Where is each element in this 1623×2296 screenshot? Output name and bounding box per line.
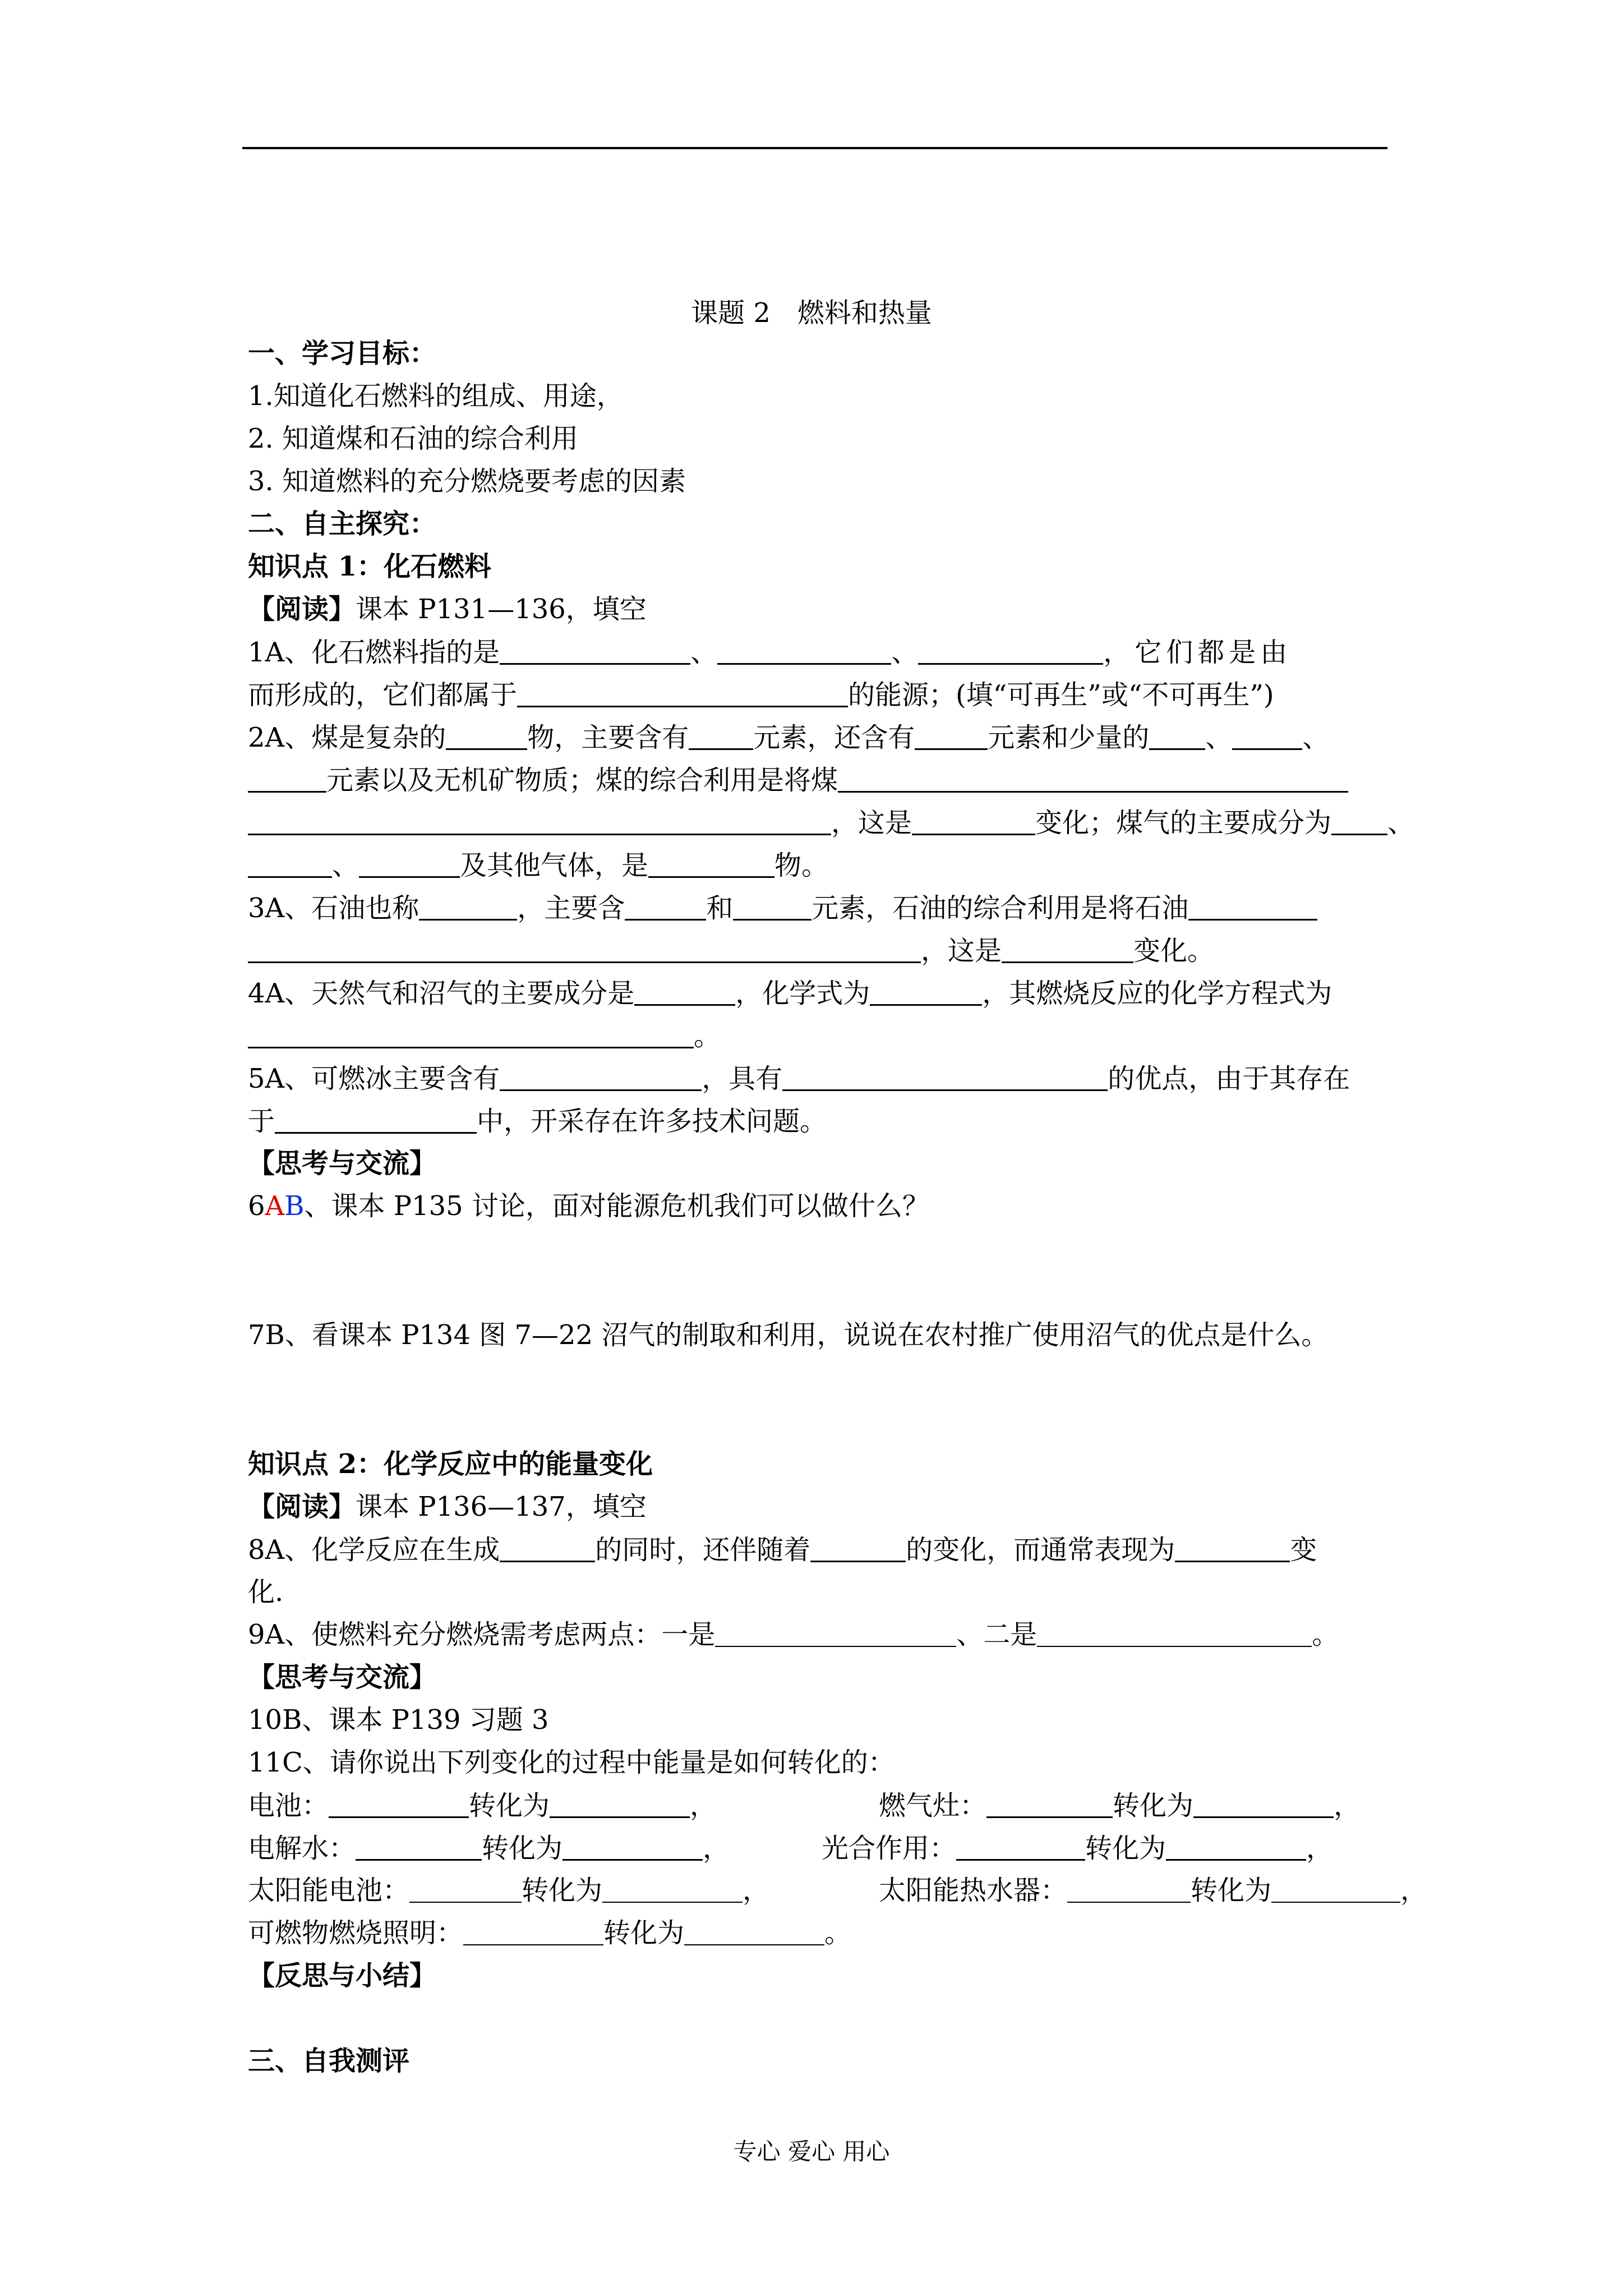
question-2-cont: ，这是 变化；煤气的主要成分为 、: [248, 806, 1414, 840]
answer-blank[interactable]: [275, 1104, 477, 1134]
conversion-row: 电池： 转化为 ，: [248, 1788, 809, 1823]
answer-blank[interactable]: [1188, 891, 1317, 921]
answer-blank[interactable]: [986, 1788, 1113, 1818]
answer-blank[interactable]: [715, 1618, 956, 1647]
answer-blank[interactable]: [689, 720, 753, 750]
question-2: 2A、煤是复杂的 物，主要含有 元素，还含有 元素和少量的 、 、: [248, 720, 1329, 754]
answer-blank[interactable]: [500, 1533, 595, 1562]
answer-blank[interactable]: [1271, 1874, 1400, 1903]
think-heading: 【思考与交流】: [248, 1148, 437, 1179]
answer-blank[interactable]: [1166, 1831, 1306, 1861]
goal-item: 2. 知道煤和石油的综合利用: [248, 423, 579, 454]
read-text: 课本 P136—137，填空: [356, 1491, 647, 1522]
answer-blank[interactable]: [550, 1788, 690, 1818]
conversion-row: 燃气灶： 转化为 ，: [879, 1788, 1361, 1823]
conversion-row: 可燃物燃烧照明： 转化为 。: [248, 1917, 852, 1949]
section-heading: 二、自主探究：: [248, 508, 437, 540]
read-tag: 【阅读】: [248, 593, 356, 625]
question-3-cont: ，这是 变化。: [248, 933, 1214, 968]
answer-blank[interactable]: [1067, 1874, 1191, 1903]
answer-blank[interactable]: [838, 763, 1348, 793]
answer-blank[interactable]: [1331, 806, 1387, 835]
answer-blank[interactable]: [684, 1916, 824, 1945]
answer-blank[interactable]: [329, 1788, 469, 1818]
read-instruction: [248, 592, 647, 626]
answer-blank[interactable]: [1149, 720, 1205, 750]
answer-blank[interactable]: [500, 635, 690, 665]
read-tag: 【阅读】: [248, 1491, 356, 1522]
answer-blank[interactable]: [602, 1874, 743, 1903]
answer-blank[interactable]: [717, 635, 891, 665]
question-6: 6AB、课本 P135 讨论，面对能源危机我们可以做什么？: [248, 1190, 929, 1222]
answer-blank[interactable]: [463, 1916, 603, 1945]
conversion-row: 电解水： 转化为 ，: [248, 1831, 730, 1865]
question-9: 9A、使燃料充分燃烧需考虑两点：一是 、二是 。: [248, 1619, 1339, 1650]
read-instruction: [248, 1490, 647, 1524]
page-footer: 专心 爱心 用心: [733, 2138, 890, 2165]
read-text: 课本 P131—136，填空: [356, 593, 647, 625]
goal-item: 3. 知道燃料的充分燃烧要考虑的因素: [248, 466, 686, 497]
answer-blank[interactable]: [248, 848, 332, 878]
answer-blank[interactable]: [248, 806, 831, 835]
section-heading: 一、学习目标：: [248, 338, 437, 369]
conversion-row: 太阳能热水器： 转化为 ，: [879, 1875, 1428, 1906]
answer-blank[interactable]: [1175, 1533, 1290, 1562]
answer-blank[interactable]: [500, 1061, 702, 1091]
question-8: 8A、化学反应在生成 的同时，还伴随着 的变化，而通常表现为 变: [248, 1533, 1317, 1567]
answer-blank[interactable]: [1037, 1618, 1312, 1647]
answer-blank[interactable]: [1002, 933, 1133, 963]
answer-blank[interactable]: [870, 976, 982, 1006]
answer-blank[interactable]: [248, 933, 921, 963]
answer-blank[interactable]: [810, 1533, 906, 1562]
conversion-row: 光合作用： 转化为 ，: [822, 1831, 1333, 1865]
conversion-row: 太阳能电池： 转化为 ，: [248, 1875, 770, 1906]
page-title: 课题 2 燃料和热量: [691, 297, 932, 329]
answer-blank[interactable]: [782, 1061, 1108, 1091]
goal-item: 1.知道化石燃料的组成、用途，: [248, 380, 624, 412]
question-5: 5A、可燃冰主要含有 ，具有 的优点，由于其存在: [248, 1061, 1350, 1096]
question-4-cont: 。: [248, 1019, 721, 1053]
question-2-cont: 元素以及无机矿物质；煤的综合利用是将煤: [248, 763, 1348, 797]
answer-blank[interactable]: [956, 1831, 1085, 1861]
question-3: 3A、石油也称 ，主要含 和 元素，石油的综合利用是将石油: [248, 891, 1317, 925]
answer-blank[interactable]: [248, 1019, 694, 1048]
answer-blank[interactable]: [1232, 720, 1302, 750]
answer-blank[interactable]: [625, 891, 706, 921]
think-heading: 【思考与交流】: [248, 1662, 437, 1693]
answer-blank[interactable]: [248, 763, 326, 793]
answer-blank[interactable]: [915, 720, 988, 750]
answer-blank[interactable]: [562, 1831, 703, 1861]
section-heading: 三、自我测评: [248, 2045, 410, 2077]
answer-blank[interactable]: [356, 1831, 482, 1861]
answer-blank[interactable]: [446, 720, 527, 750]
answer-blank[interactable]: [409, 1874, 522, 1903]
question-11: 11C、请你说出下列变化的过程中能量是如何转化的：: [248, 1747, 895, 1778]
question-1: 1A、化石燃料指的是 、 、 ，它们都是由: [248, 635, 1292, 669]
answer-blank[interactable]: [634, 976, 735, 1006]
question-8-cont: 化.: [248, 1576, 284, 1608]
answer-blank[interactable]: [918, 635, 1103, 665]
answer-blank[interactable]: [733, 891, 811, 921]
question-4: 4A、天然气和沼气的主要成分是 ，化学式为 ，其燃烧反应的化学方程式为: [248, 976, 1332, 1010]
question-2-cont: 、 及其他气体，是 物。: [248, 848, 828, 882]
header-rule: [242, 147, 1387, 149]
answer-blank[interactable]: [912, 806, 1035, 835]
answer-blank[interactable]: [1193, 1788, 1334, 1818]
question-1-cont: 而形成的，它们都属于 的能源；(填“可再生”或“不可再生”): [248, 678, 1274, 712]
answer-blank[interactable]: [517, 678, 848, 707]
question-10: 10B、课本 P139 习题 3: [248, 1704, 549, 1736]
question-5-cont: 于 中，开采存在许多技术问题。: [248, 1104, 827, 1138]
knowledge-point-heading: 知识点 1：化石燃料: [248, 551, 492, 582]
reflect-heading: 【反思与小结】: [248, 1960, 437, 1991]
answer-blank[interactable]: [419, 891, 517, 921]
question-7: 7B、看课本 P134 图 7—22 沼气的制取和利用，说说在农村推广使用沼气的优点是什么。: [248, 1319, 1329, 1351]
answer-blank[interactable]: [359, 848, 460, 878]
answer-blank[interactable]: [648, 848, 774, 878]
knowledge-point-heading: 知识点 2：化学反应中的能量变化: [248, 1448, 653, 1480]
